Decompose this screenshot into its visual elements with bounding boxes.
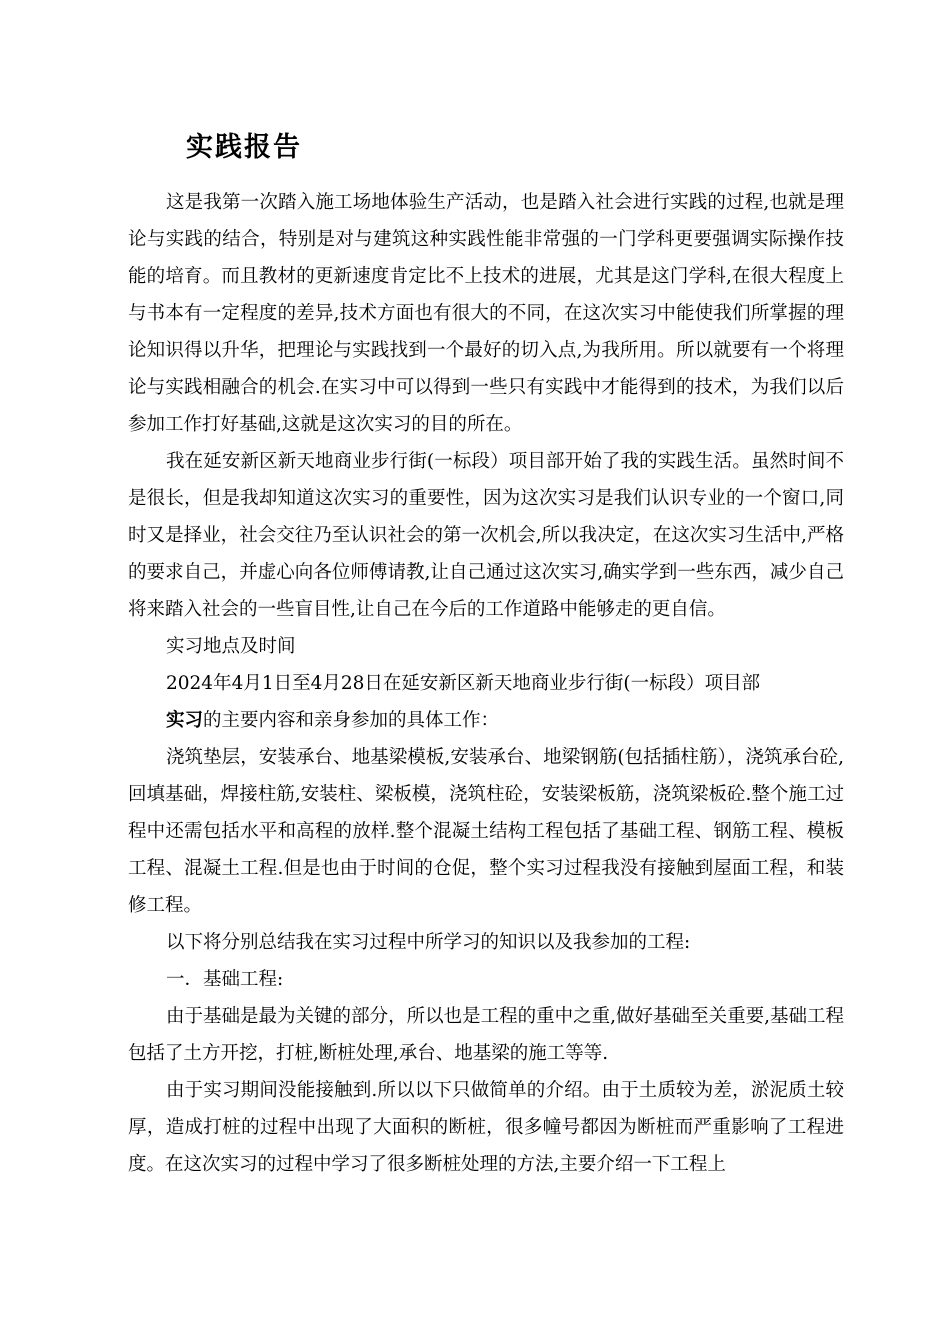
document-title: 实践报告 <box>186 132 302 163</box>
work-paragraph: 浇筑垫层，安装承台、地基梁模板,安装承台、地梁钢筋(包括插柱筋），浇筑承台砼,回填基础，焊接柱筋,安装柱、梁板模，浇筑柱砼，安装梁板筋，浇筑梁板砼.整个施工过程中还需包括水平和高程的放样.整个混凝土结构工程包括了基础工程、钢筋工程、模板工程、混凝土工程.但是也由于时间的仓促，整个实习过程我没有接触到屋面工程，和装修工程。 <box>128 747 844 916</box>
location-line: 2024年4月1日至4月28日在延安新区新天地商业步行街(一标段）项目部 <box>166 673 761 694</box>
broken-pile-paragraph: 由于实习期间没能接触到.所以以下只做简单的介绍。由于土质较为差，淤泥质土较厚，造成打桩的过程中出现了大面积的断桩，很多幢号都因为断桩而严重影响了工程进度。在这次实习的过程中学习了很多断桩处理的方法,主要介绍一下工程上 <box>128 1080 844 1175</box>
document-body <box>128 184 844 1183</box>
section-heading: 一．基础工程: <box>166 969 284 990</box>
foundation-paragraph: 由于基础是最为关键的部分，所以也是工程的重中之重,做好基础至关重要,基础工程包括了土方开挖，打桩,断桩处理,承台、地基梁的施工等等. <box>128 1006 844 1064</box>
project-paragraph: 我在延安新区新天地商业步行街(一标段）项目部开始了我的实践生活。虽然时间不是很长，但是我却知道这次实习的重要性，因为这次实习是我们认识专业的一个窗口,同时又是择业，社会交往乃至认识社会的第一次机会,所以我决定，在这次实习生活中,严格的要求自己，并虚心向各位师傅请教,让自己通过这次实习,确实学到一些东西，减少自己将来踏入社会的一些盲目性,让自己在今后的工作道路中能够走的更自信。 <box>128 451 844 620</box>
summary-line: 以下将分别总结我在实习过程中所学习的知识以及我参加的工程: <box>166 932 691 953</box>
work-lead-bold: 实习 <box>166 710 204 731</box>
work-lead-line <box>128 702 844 739</box>
work-lead-rest: 的主要内容和亲身参加的具体工作： <box>203 710 500 731</box>
intro-paragraph: 这是我第一次踏入施工场地体验生产活动，也是踏入社会进行实践的过程,也就是理论与实践的结合，特别是对与建筑这种实践性能非常强的一门学科更要强调实际操作技能的培育。而且教材的更新速度肯定比不上技术的进展，尤其是这门学科,在很大程度上与书本有一定程度的差异,技术方面也有很大的不同，在这次实习中能使我们所掌握的理论知识得以升华，把理论与实践找到一个最好的切入点,为我所用。所以就要有一个将理论与实践相融合的机会.在实习中可以得到一些只有实践中才能得到的技术，为我们以后参加工作打好基础,这就是这次实习的目的所在。 <box>128 192 844 435</box>
location-heading: 实习地点及时间 <box>166 636 296 657</box>
